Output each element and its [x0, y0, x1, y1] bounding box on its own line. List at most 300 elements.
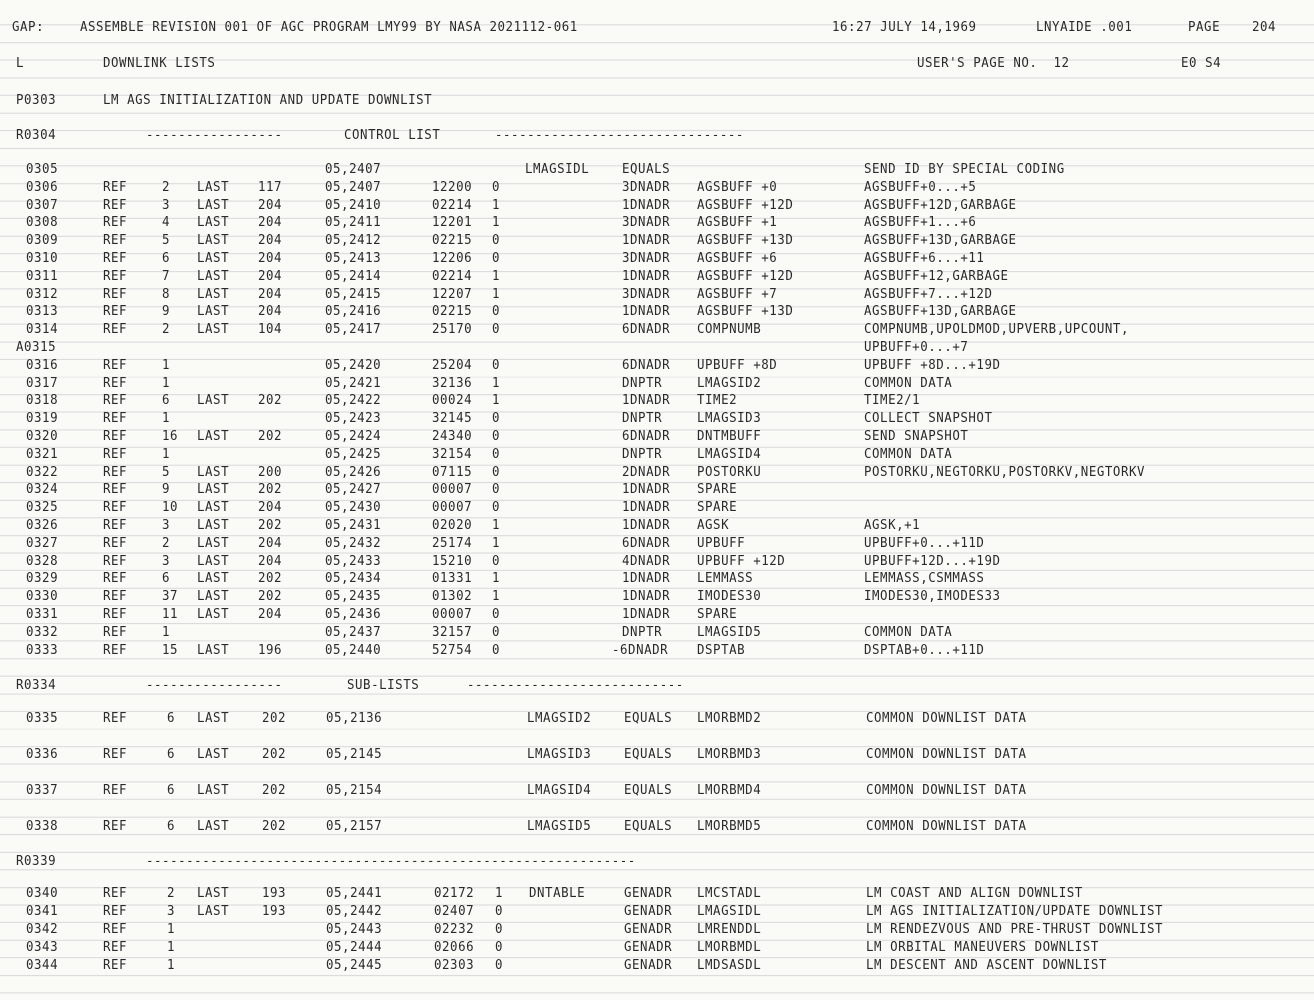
- comment: COMMON DATA: [864, 445, 953, 462]
- line-number: R0334: [16, 677, 57, 693]
- opcode: 1DNADR: [622, 392, 671, 409]
- parity-bit: 0: [492, 178, 501, 195]
- opcode: 3DNADR: [622, 178, 671, 195]
- opcode: 6DNADR: [622, 356, 671, 373]
- parity-bit: 1: [492, 392, 501, 409]
- parity-bit: 1: [492, 570, 501, 587]
- octal-code: 02214: [432, 267, 473, 284]
- assembly-title: ASSEMBLE REVISION 001 OF AGC PROGRAM LMY99 BY NASA 2021112-061: [80, 19, 578, 35]
- address: 05,2437: [325, 623, 382, 640]
- address: 05,2416: [325, 303, 382, 320]
- operand: LMRENDDL: [697, 921, 762, 937]
- listing-line: [0, 709, 1314, 727]
- operand: LMCSTADL: [697, 885, 762, 901]
- opcode: EQUALS: [624, 710, 673, 726]
- ref-count: 5: [162, 232, 171, 249]
- symbol-label: LMAGSIDL: [525, 161, 590, 177]
- line-number: 0342: [26, 921, 59, 937]
- listing-line: [0, 902, 1314, 920]
- line-number: 0308: [26, 214, 59, 231]
- address: 05,2415: [325, 285, 382, 302]
- operand: LMORBMD3: [697, 746, 762, 762]
- last-marker: LAST: [197, 552, 230, 569]
- last-marker: LAST: [197, 903, 230, 919]
- address: 05,2157: [326, 818, 383, 834]
- address: 05,2441: [326, 885, 383, 901]
- ref-marker: REF: [103, 445, 128, 462]
- ref-count: 1: [162, 623, 171, 640]
- listing-line: [0, 516, 1314, 534]
- separator-line: [0, 126, 1314, 144]
- dash-rule: -----------------: [146, 677, 283, 693]
- ref-marker: REF: [103, 196, 128, 213]
- last-marker: LAST: [197, 267, 230, 284]
- parity-bit: 0: [492, 463, 501, 480]
- last-marker: LAST: [197, 746, 230, 762]
- last-page: 104: [258, 321, 283, 338]
- ref-count: 1: [162, 374, 171, 391]
- operand: UPBUFF +8D: [697, 356, 778, 373]
- last-page: 204: [258, 534, 283, 551]
- octal-code: 00007: [432, 606, 473, 622]
- ref-marker: REF: [103, 374, 128, 391]
- comment: LEMMASS,CSMMASS: [864, 570, 985, 587]
- octal-code: 02215: [432, 232, 473, 249]
- ref-count: 2: [162, 534, 171, 551]
- octal-code: 00024: [432, 392, 473, 409]
- ref-count: 11: [162, 606, 179, 622]
- dash-rule: -----------------: [146, 127, 283, 143]
- operand: SPARE: [697, 499, 738, 516]
- listing-line: [0, 817, 1314, 835]
- last-marker: LAST: [197, 499, 230, 516]
- operand: IMODES30: [697, 588, 762, 605]
- last-page: 204: [258, 499, 283, 516]
- opcode: 4DNADR: [622, 552, 671, 569]
- address: 05,2136: [326, 710, 383, 726]
- address: 05,2440: [325, 641, 382, 658]
- parity-bit: 0: [492, 499, 501, 516]
- ref-marker: REF: [103, 885, 128, 901]
- ref-marker: REF: [103, 499, 128, 516]
- assembly-datetime: 16:27 JULY 14,1969: [832, 19, 977, 35]
- symbol-label: DNTABLE: [529, 885, 586, 901]
- octal-code: 24340: [432, 428, 473, 444]
- parity-bit: 0: [495, 939, 504, 955]
- operand: DNTMBUFF: [697, 428, 762, 444]
- listing-line: [0, 213, 1314, 231]
- last-page: 202: [258, 392, 283, 409]
- last-marker: LAST: [197, 392, 230, 409]
- opcode: GENADR: [624, 957, 673, 973]
- opcode: 1DNADR: [622, 570, 671, 587]
- octal-code: 02232: [434, 921, 475, 937]
- operand: AGSBUFF +12D: [697, 267, 794, 284]
- opcode: GENADR: [624, 885, 673, 901]
- line-number: 0344: [26, 957, 59, 973]
- last-page: 202: [258, 588, 283, 605]
- opcode: 1DNADR: [622, 303, 671, 320]
- comment: AGSBUFF+13D,GARBAGE: [864, 303, 1017, 320]
- listing-line: [0, 249, 1314, 267]
- opcode: 3DNADR: [622, 250, 671, 266]
- last-page: 202: [258, 517, 283, 533]
- ref-count: 9: [162, 481, 171, 498]
- comment: AGSBUFF+13D,GARBAGE: [864, 232, 1017, 249]
- operand: SPARE: [697, 481, 738, 498]
- parity-bit: 0: [492, 232, 501, 249]
- ref-marker: REF: [103, 641, 128, 658]
- address: 05,2411: [325, 214, 382, 231]
- ref-marker: REF: [103, 588, 128, 605]
- listing-line: [0, 641, 1314, 659]
- separator-line: [0, 676, 1314, 694]
- ref-marker: REF: [103, 392, 128, 409]
- opcode: 6DNADR: [622, 321, 671, 338]
- listing-line: [0, 409, 1314, 427]
- operand: AGSBUFF +1: [697, 214, 778, 231]
- sub-header: [0, 54, 1314, 72]
- line-number: R0339: [16, 853, 57, 869]
- section-label: SUB-LISTS: [347, 677, 420, 693]
- address: 05,2414: [325, 267, 382, 284]
- listing-line: [0, 745, 1314, 763]
- address: 05,2443: [326, 921, 383, 937]
- comment: COMMON DOWNLIST DATA: [866, 710, 1027, 726]
- page-heading: LM AGS INITIALIZATION AND UPDATE DOWNLIST: [103, 92, 433, 108]
- parity-bit: 0: [492, 641, 501, 658]
- address: 05,2444: [326, 939, 383, 955]
- octal-code: 01331: [432, 570, 473, 587]
- parity-bit: 0: [492, 481, 501, 498]
- last-page: 202: [262, 782, 287, 798]
- address: 05,2417: [325, 321, 382, 338]
- opcode: 1DNADR: [622, 196, 671, 213]
- ref-count: 15: [162, 641, 179, 658]
- last-marker: LAST: [197, 463, 230, 480]
- parity-bit: 0: [492, 428, 501, 444]
- opcode: 3DNADR: [622, 214, 671, 231]
- listing-line: [0, 552, 1314, 570]
- parity-bit: 1: [492, 517, 501, 533]
- line-number: 0318: [26, 392, 59, 409]
- users-page-number: USER'S PAGE NO. 12: [917, 55, 1070, 71]
- line-number: 0320: [26, 428, 59, 444]
- ref-count: 37: [162, 588, 179, 605]
- operand: AGSK: [697, 517, 730, 533]
- address: 05,2422: [325, 392, 382, 409]
- octal-code: 02172: [434, 885, 475, 901]
- comment: SEND SNAPSHOT: [864, 428, 969, 444]
- octal-code: 25204: [432, 356, 473, 373]
- line-number: 0327: [26, 534, 59, 551]
- listing-line: [0, 302, 1314, 320]
- ref-marker: REF: [103, 178, 128, 195]
- ref-marker: REF: [103, 623, 128, 640]
- listing-line: [0, 320, 1314, 338]
- parity-bit: 1: [492, 196, 501, 213]
- last-marker: LAST: [197, 885, 230, 901]
- last-marker: LAST: [197, 570, 230, 587]
- last-marker: LAST: [197, 178, 230, 195]
- ref-count: 6: [162, 570, 171, 587]
- listing-line: [0, 498, 1314, 516]
- ref-count: 3: [167, 903, 176, 919]
- line-number: 0331: [26, 606, 59, 622]
- ref-marker: REF: [103, 517, 128, 533]
- address: 05,2421: [325, 374, 382, 391]
- address: 05,2425: [325, 445, 382, 462]
- last-marker: LAST: [197, 481, 230, 498]
- comment: AGSBUFF+7...+12D: [864, 285, 993, 302]
- opcode: EQUALS: [622, 161, 671, 177]
- page-header: [0, 18, 1314, 36]
- listing-line: [0, 267, 1314, 285]
- address: 05,2430: [325, 499, 382, 516]
- ref-count: 7: [162, 267, 171, 284]
- ref-count: 2: [162, 178, 171, 195]
- last-page: 204: [258, 285, 283, 302]
- comment: UPBUFF+0...+11D: [864, 534, 985, 551]
- operand: LMAGSID2: [697, 374, 762, 391]
- ref-marker: REF: [103, 710, 128, 726]
- octal-code: 32157: [432, 623, 473, 640]
- line-number: 0319: [26, 410, 59, 427]
- line-number: 0333: [26, 641, 59, 658]
- octal-code: 32154: [432, 445, 473, 462]
- comment: LM ORBITAL MANEUVERS DOWNLIST: [866, 939, 1099, 955]
- last-page: 202: [262, 818, 287, 834]
- operand: LEMMASS: [697, 570, 754, 587]
- comment: TIME2/1: [864, 392, 921, 409]
- line-number: 0310: [26, 250, 59, 266]
- comment: SEND ID BY SPECIAL CODING: [864, 161, 1065, 177]
- line-number: 0314: [26, 321, 59, 338]
- opcode: 2DNADR: [622, 463, 671, 480]
- octal-code: 02020: [432, 517, 473, 533]
- address: 05,2423: [325, 410, 382, 427]
- assembly-user: LNYAIDE .001: [1036, 19, 1133, 35]
- comment: DSPTAB+0...+11D: [864, 641, 985, 658]
- last-page: 204: [258, 196, 283, 213]
- dash-rule: ---------------------------: [467, 677, 684, 693]
- dash-rule: -------------------------------------------------------------: [146, 853, 636, 869]
- gap-label: GAP:: [12, 19, 45, 35]
- line-number: 0306: [26, 178, 59, 195]
- ref-marker: REF: [103, 214, 128, 231]
- operand: LMORBMD4: [697, 782, 762, 798]
- last-marker: LAST: [197, 641, 230, 658]
- last-page: 204: [258, 606, 283, 622]
- line-number: 0307: [26, 196, 59, 213]
- line-number: 0317: [26, 374, 59, 391]
- operand: UPBUFF +12D: [697, 552, 786, 569]
- symbol-label: LMAGSID3: [527, 746, 592, 762]
- parity-bit: 1: [492, 374, 501, 391]
- operand: LMORBMDL: [697, 939, 762, 955]
- address: 05,2431: [325, 517, 382, 533]
- section-label: CONTROL LIST: [344, 127, 441, 143]
- listing-line: [0, 938, 1314, 956]
- operand: COMPNUMB: [697, 321, 762, 338]
- ref-marker: REF: [103, 746, 128, 762]
- ref-count: 3: [162, 196, 171, 213]
- line-number: 0322: [26, 463, 59, 480]
- octal-code: 32145: [432, 410, 473, 427]
- ref-marker: REF: [103, 939, 128, 955]
- ref-marker: REF: [103, 410, 128, 427]
- listing-line: [0, 160, 1314, 178]
- line-number: 0337: [26, 782, 59, 798]
- ref-marker: REF: [103, 463, 128, 480]
- octal-code: 02303: [434, 957, 475, 973]
- parity-bit: 0: [492, 356, 501, 373]
- comment: LM RENDEZVOUS AND PRE-THRUST DOWNLIST: [866, 921, 1164, 937]
- listing-line: [0, 884, 1314, 902]
- comment: UPBUFF +8D...+19D: [864, 356, 1001, 373]
- address: 05,2436: [325, 606, 382, 622]
- parity-bit: 0: [492, 303, 501, 320]
- parity-bit: 0: [492, 410, 501, 427]
- last-page: 117: [258, 178, 283, 195]
- listing-line: [0, 91, 1314, 109]
- octal-code: 01302: [432, 588, 473, 605]
- address: 05,2420: [325, 356, 382, 373]
- line-number: P0303: [16, 92, 57, 108]
- line-number: 0305: [26, 161, 59, 177]
- last-page: 193: [262, 885, 287, 901]
- address: 05,2445: [326, 957, 383, 973]
- ref-marker: REF: [103, 481, 128, 498]
- opcode: 1DNADR: [622, 499, 671, 516]
- last-page: 202: [262, 746, 287, 762]
- ref-count: 10: [162, 499, 179, 516]
- address: 05,2407: [325, 178, 382, 195]
- address: 05,2432: [325, 534, 382, 551]
- line-number: 0316: [26, 356, 59, 373]
- last-page: 202: [258, 428, 283, 444]
- ref-count: 1: [167, 921, 176, 937]
- opcode: GENADR: [624, 939, 673, 955]
- comment: UPBUFF+0...+7: [864, 339, 969, 355]
- operand: LMAGSID5: [697, 623, 762, 640]
- octal-code: 07115: [432, 463, 473, 480]
- last-page: 204: [258, 250, 283, 266]
- ref-count: 2: [167, 885, 176, 901]
- last-marker: LAST: [197, 710, 230, 726]
- operand: AGSBUFF +0: [697, 178, 778, 195]
- last-marker: LAST: [197, 588, 230, 605]
- symbol-label: LMAGSID2: [527, 710, 592, 726]
- parity-bit: 1: [492, 588, 501, 605]
- last-page: 204: [258, 552, 283, 569]
- address: 05,2433: [325, 552, 382, 569]
- last-marker: LAST: [197, 321, 230, 338]
- ref-count: 3: [162, 517, 171, 533]
- line-number: 0329: [26, 570, 59, 587]
- octal-code: 12200: [432, 178, 473, 195]
- last-page: 204: [258, 267, 283, 284]
- line-number: 0343: [26, 939, 59, 955]
- parity-bit: 0: [492, 445, 501, 462]
- comment: COMPNUMB,UPOLDMOD,UPVERB,UPCOUNT,: [864, 321, 1129, 338]
- listing-line: [0, 463, 1314, 481]
- comment: COMMON DATA: [864, 623, 953, 640]
- last-marker: LAST: [197, 534, 230, 551]
- sub-header-left: L: [16, 55, 25, 71]
- line-number: 0330: [26, 588, 59, 605]
- line-number: 0325: [26, 499, 59, 516]
- listing-line: [0, 338, 1314, 356]
- octal-code: 25170: [432, 321, 473, 338]
- listing-line: [0, 534, 1314, 552]
- ref-marker: REF: [103, 250, 128, 266]
- last-page: 202: [262, 710, 287, 726]
- operand: LMDSASDL: [697, 957, 762, 973]
- comment: UPBUFF+12D...+19D: [864, 552, 1001, 569]
- operand: AGSBUFF +6: [697, 250, 778, 266]
- ref-count: 1: [167, 957, 176, 973]
- comment: AGSBUFF+6...+11: [864, 250, 985, 266]
- comment: AGSK,+1: [864, 517, 921, 533]
- listing-line: [0, 605, 1314, 623]
- parity-bit: 1: [492, 285, 501, 302]
- address: 05,2435: [325, 588, 382, 605]
- comment: COMMON DOWNLIST DATA: [866, 818, 1027, 834]
- last-marker: LAST: [197, 782, 230, 798]
- line-number: 0340: [26, 885, 59, 901]
- listing-line: [0, 356, 1314, 374]
- symbol-label: LMAGSID4: [527, 782, 592, 798]
- ref-count: 1: [162, 445, 171, 462]
- opcode: 1DNADR: [622, 588, 671, 605]
- parity-bit: 0: [492, 552, 501, 569]
- ref-marker: REF: [103, 267, 128, 284]
- last-marker: LAST: [197, 818, 230, 834]
- operand: LMAGSID4: [697, 445, 762, 462]
- last-page: 200: [258, 463, 283, 480]
- line-number: 0309: [26, 232, 59, 249]
- ref-marker: REF: [103, 321, 128, 338]
- address: 05,2442: [326, 903, 383, 919]
- octal-code: 52754: [432, 641, 473, 658]
- opcode: DNPTR: [622, 623, 663, 640]
- ref-marker: REF: [103, 921, 128, 937]
- opcode: GENADR: [624, 921, 673, 937]
- listing-line: [0, 178, 1314, 196]
- ref-marker: REF: [103, 232, 128, 249]
- ref-count: 6: [162, 392, 171, 409]
- opcode: 1DNADR: [622, 517, 671, 533]
- ref-count: 16: [162, 428, 179, 444]
- opcode: DNPTR: [622, 445, 663, 462]
- address: 05,2434: [325, 570, 382, 587]
- section-title: DOWNLINK LISTS: [103, 55, 216, 71]
- parity-bit: 0: [492, 606, 501, 622]
- listing-line: [0, 231, 1314, 249]
- ref-marker: REF: [103, 957, 128, 973]
- listing-line: [0, 445, 1314, 463]
- parity-bit: 0: [492, 321, 501, 338]
- ref-count: 2: [162, 321, 171, 338]
- address: 05,2426: [325, 463, 382, 480]
- opcode: DNPTR: [622, 410, 663, 427]
- last-page: 202: [258, 481, 283, 498]
- parity-bit: 0: [495, 957, 504, 973]
- line-number: 0324: [26, 481, 59, 498]
- octal-code: 25174: [432, 534, 473, 551]
- last-page: 196: [258, 641, 283, 658]
